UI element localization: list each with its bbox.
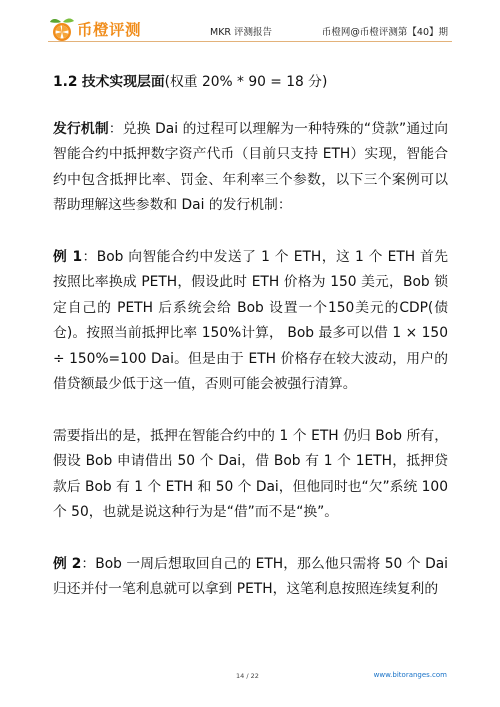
header-divider [48, 41, 452, 42]
section-title: 技术实现层面 [81, 74, 165, 90]
paragraph-text: ：Bob 一周后想取回自己的 ETH，那么他只需将 50 个 Dai 归还并付一笔利息就可以拿到 PETH，这笔利息按照连续复利的 [53, 555, 448, 597]
paragraph-text: ：Bob 向智能合约中发送了 1 个 ETH，这 1 个 ETH 首先按照比率换成 PETH，假设此时 ETH 价格为 150 美元，Bob 锁定自己的 PETH 后系统会给 Bob 设置一个150美元的CDP(债仓)。按照当前抵押比率 150%计算， Bob 最多可以借 1 × 150 ÷ 150%=100 Dai。但是由于 ETH 价格存在较大波动，用户的借贷额最少低于这一值，否则可能会被强行清算。 [53, 248, 449, 392]
paragraph-example-1 [53, 245, 448, 398]
page-body [53, 70, 448, 629]
page-number: 14 / 22 [236, 672, 259, 680]
report-title: MKR 评测报告 [210, 27, 273, 38]
website-link[interactable]: www.bitoranges.com [373, 671, 447, 679]
logo-text: 币橙评测 [77, 21, 142, 39]
section-weight: (权重 20% * 90 = 18 分) [164, 74, 328, 90]
logo [48, 16, 148, 42]
page-header [0, 0, 500, 50]
paragraph-example-2 [53, 552, 448, 603]
paragraph-text: 需要指出的是，抵押在智能合约中的 1 个 ETH 仍归 Bob 所有，假设 Bob 申请借出 50 个 Dai，借 Bob 有 1 个 1ETH，抵押贷款后 Bob 有 1 个 ETH 和 50 个 Dai，但他同时也“欠”系统 100 个 50，也就是说这种行为是“借”而不是“换”。 [53, 427, 448, 520]
term-example-1: 例 1 [53, 248, 83, 265]
section-heading [53, 70, 448, 96]
paragraph-issuance [53, 117, 448, 219]
issue-title: 币橙网@币橙评测第【40】期 [321, 27, 448, 38]
paragraph-text: ：兑换 Dai 的过程可以理解为一种特殊的“贷款”通过向智能合约中抵押数字资产代币（目前只支持 ETH）实现，智能合约中包含抵押比率、罚金、年利率三个参数，以下三个案例可以帮助理解这些参数和 Dai 的发行机制： [53, 120, 449, 213]
paragraph-note [53, 424, 448, 526]
section-number: 1.2 [53, 74, 78, 90]
term-example-2: 例 2 [53, 555, 82, 572]
orange-logo-icon [48, 16, 76, 42]
term-issuance: 发行机制 [53, 120, 109, 137]
